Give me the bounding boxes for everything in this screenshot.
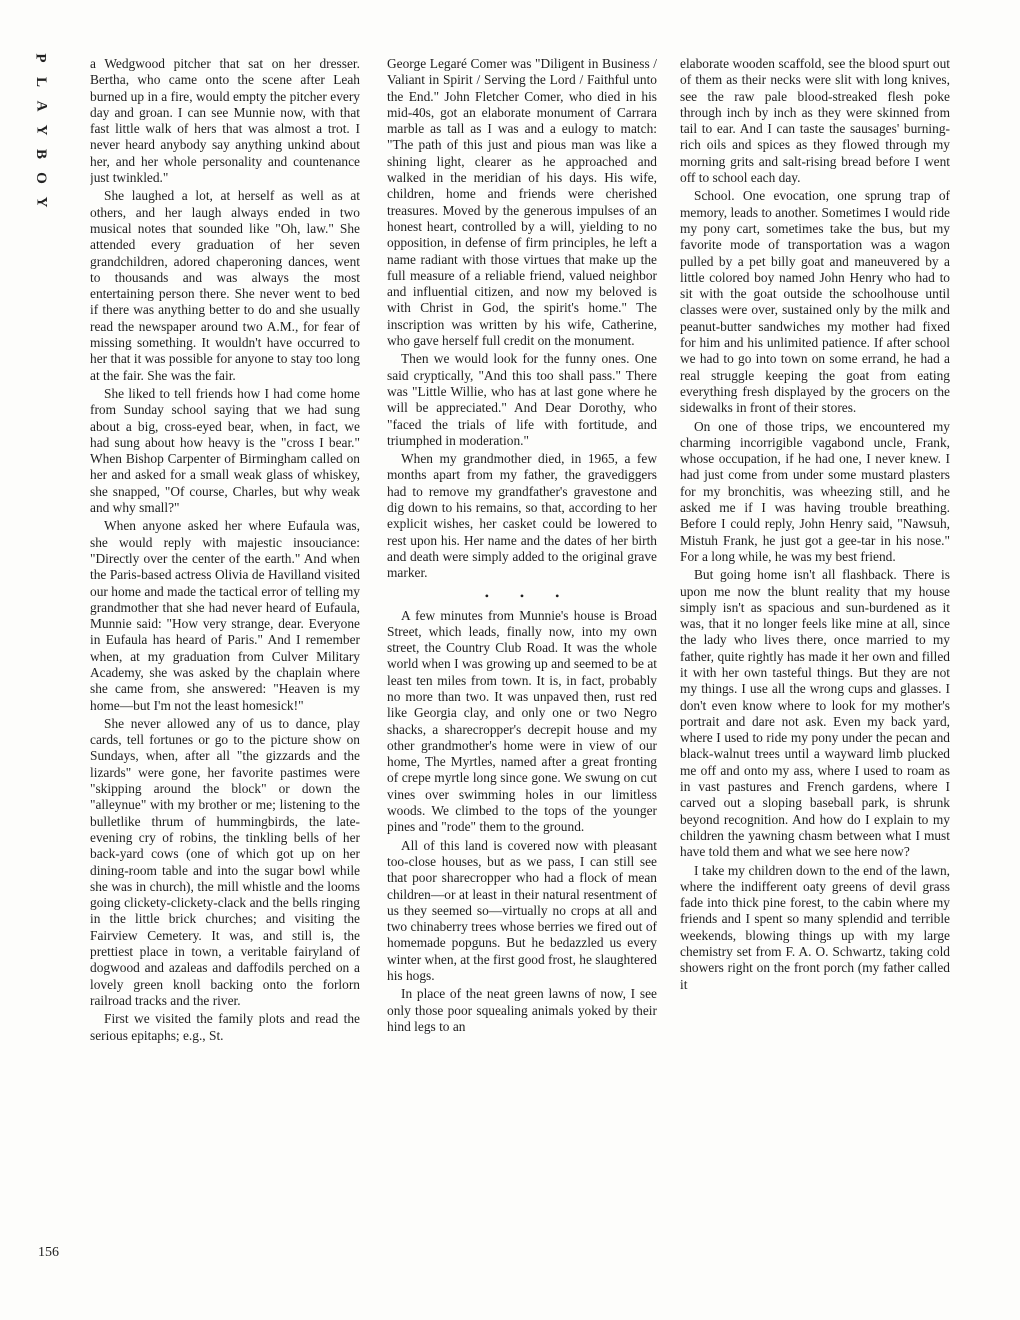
paragraph: A few minutes from Munnie's house is Broad Street, which leads, finally now, into my own street, the Country Club Road. It was the whole world when I was growing up and seemed to be at least ten miles from town. It is, in fact, probably no more than two. It was unpaved then, rust red like Georgia clay, and only one or two Negro shacks, a sharecropper's decrepit house and my other grandmother's home were in view of our home, The Myrtles, named after a great fronting of crepe myrtle long since gone. We swung on cut vines over swimming holes in our limitless woods. We climbed to the tops of the younger pines and "rode" them to the ground. (387, 607, 657, 835)
section-break: • • • (484, 588, 574, 603)
text-column-3 (680, 56, 950, 1306)
masthead-letter: A (33, 100, 49, 112)
masthead-letter: L (32, 76, 49, 88)
text-column-2 (387, 56, 657, 1306)
paragraph: All of this land is covered now with pleasant too-close houses, but as we pass, I can still see that poor sharecropper who had a flock of mean children—or at least in their natural resentment of us they seemed so—virtually no crops at all and two chinaberry trees whose berries we fired out of homemade popguns. But he bedazzled us every winter when, at the first good frost, he slaughtered his hogs. (387, 837, 657, 984)
masthead-letter: O (32, 172, 49, 184)
magazine-masthead (30, 46, 52, 214)
paragraph: She never allowed any of us to dance, play cards, tell fortunes or go to the picture show on Sundays, when, after all "the gizzards and the lizards" were gone, her favorite pastimes were "skipping around the block" or down the "alleynue" with my brother or me; listening to the bulletlike thrum of hummingbirds, the late-evening cry of robins, the tinkling bells of her back-yard cows (one of which got up on her dining-room table and into the sugar bowl while she was in church), the mill whistle and the looms going clickety-clickety-clack and the bells ringing in the little brick churches; and visiting the Fairview Cemetery. It was, and still is, the prettiest place in town, a veritable fairyland of dogwood and azaleas and daffodils perched on a lovely green knoll backing onto the forlorn railroad tracks and the river. (90, 715, 360, 1008)
paragraph: George Legaré Comer was "Diligent in Business / Valiant in Spirit / Serving the Lord / Faithful unto the End." John Fletcher Comer, who died in his mid-40s, got an elaborate monument of Carrara marble as tall as I was and a eulogy to match: "The path of this just and pious man was like a shining light, clearer as he approached and walked in the meridian of his days. His wife, children, home and friends were cherished treasures. Moved by the generous impulses of an honest heart, controlled by a will, yielding to no opposition, in defense of firm principles, he left a name radiant with those virtues that make up the full measure of a reliable friend, valued neighbor and influential citizen, and now my beloved is with Christ in God, the spirit's home." The inscription was written by his wife, Catherine, who gave herself full credit on the monument. (387, 56, 657, 349)
paragraph: First we visited the family plots and read the serious epitaphs; e.g., St. (90, 1011, 360, 1043)
paragraph: But going home isn't all flashback. There is upon me now the blunt reality that my house simply isn't as spacious and sun-burdened as it was, that it no longer feels like mine at all, since the lady who lives there, once married to my father, quite rightly has made it her own and filled it with her own tasteful things. But they are not my things. I use all the wrong cups and glasses. I don't even know where to look for my mother's portrait and dare not ask. Even my back yard, where I used to ride my pony under the pecan and black-walnut trees until a wayward limb plucked me off and onto my ass, where I used to roam as in vast pastures and French gardens, where I carved out a sloping baseball park, is shrunk beyond recognition. And how do I explain to my children the yawning chasm between what I must have told them and what we see here now? (680, 567, 950, 860)
masthead-letter: P (32, 53, 49, 63)
paragraph: I take my children down to the end of the lawn, where the indifferent oaty greens of devil grass fade into thick pine forest, to the cabin where my friends and I spent so many splendid and terrible weekends, blowing things up with my large chemistry set from F. A. O. Schwartz, taking cold showers right on the front porch (my father called it (680, 862, 950, 992)
text-column-1 (90, 56, 360, 1306)
paragraph: a Wedgwood pitcher that sat on her dresser. Bertha, who came onto the scene after Leah burned up in a fire, would empty the pitcher every day and groan. I can see Munnie now, with that fast little walk of hers that was almost a trot. I never heard anybody say anything unkind about her, and her whole personality and countenance just twinkled." (90, 56, 360, 186)
paragraph: In place of the neat green lawns of now, I see only those poor squealing animals yoked by their hind legs to an (387, 986, 657, 1034)
paragraph: When my grandmother died, in 1965, a few months apart from my father, the gravediggers had to remove my grandfather's gravestone and dig down to his remains, so that, according to her explicit wishes, her casket could be lowered to rest upon his. Her name and the dates of her birth and death were simply added to the original grave marker. (387, 451, 657, 581)
paragraph: She liked to tell friends how I had come home from Sunday school saying that we had sung about a big, cross-eyed bear, when, in fact, we had sung about how heavy is the "cross I bear." When Bishop Carpenter of Birmingham called on her and asked for a small weak glass of whiskey, she snapped, "Of course, Charles, but why weak and why small?" (90, 385, 360, 516)
page-number: 156 (38, 1245, 59, 1260)
masthead-letter: Y (33, 124, 49, 136)
paragraph: On one of those trips, we encountered my charming incorrigible vagabond uncle, Frank, whose occupation, if he had one, I never knew. I had just come from under some mustard plasters for my bronchitis, was wheezing still, and he asked me if I was having trouble breathing. Before I could reply, John Henry said, "Nawsuh, Mistuh Frank, he just got a gee-tar in his nose." For a long while, he was my best friend. (680, 418, 950, 564)
paragraph: When anyone asked her where Eufaula was, she would reply with majestic insouciance: "Directly over the center of the earth." And when the Paris-based actress Olivia de Havilland visited our home and made the tactical error of telling my grandmother that she had never heard of Eufaula, Munnie said: "How very strange, dear. Everyone in Eufaula has heard of Paris." And I remember when, at my graduation from Culver Military Academy, she was asked by the chaplain where she came from, she answered: "Heaven is my home—but I'm not the least homesick!" (90, 518, 360, 713)
masthead-letter: Y (33, 196, 49, 208)
masthead-letter: B (32, 148, 49, 160)
paragraph: elaborate wooden scaffold, see the blood spurt out of them as their necks were slit with long knives, see the raw pale blood-streaked flesh poke through inch by inch as they were skinned from tail to ear. And I can taste the sausages' burning-rich oils and spices as they flowed through my morning grits and salt-rising bread before I went off to school each day. (680, 56, 950, 186)
paragraph: Then we would look for the funny ones. One said cryptically, "And this too shall pass." There was "Little Willie, who has at last gone where he will be appreciated." And Dear Dorothy, who "faced the trials of life with fortitude, and triumphed in moderation." (387, 351, 657, 448)
paragraph: She laughed a lot, at herself as well as at others, and her laugh always ended in two musical notes that sounded like "Oh, law." She attended every graduation of her seven grandchildren, adored chaperoning dances, went to thousands and was always the most entertaining person there. She never went to bed if there was anything better to do and she usually read the newspaper around two A.M., for fear of missing something. It wouldn't have occurred to her that it was possible for anyone to stay too long at the fair. She was the fair. (90, 188, 360, 383)
paragraph: School. One evocation, one sprung trap of memory, leads to another. Sometimes I would ride my pony cart, sometimes take the bus, but my favorite mode of transportation was a wagon pulled by a pet billy goat and maneuvered by a little colored boy named John Henry who had to sit with the goat outside the schoolhouse until classes were over, sustained only by the milk and peanut-butter sandwiches my mother had fixed for him and his unlimited patience. If after school we had to go into town on some errand, he had a real struggle keeping the goat from eating everything fresh displayed by the grocers on the sidewalks in front of their stores. (680, 188, 950, 416)
